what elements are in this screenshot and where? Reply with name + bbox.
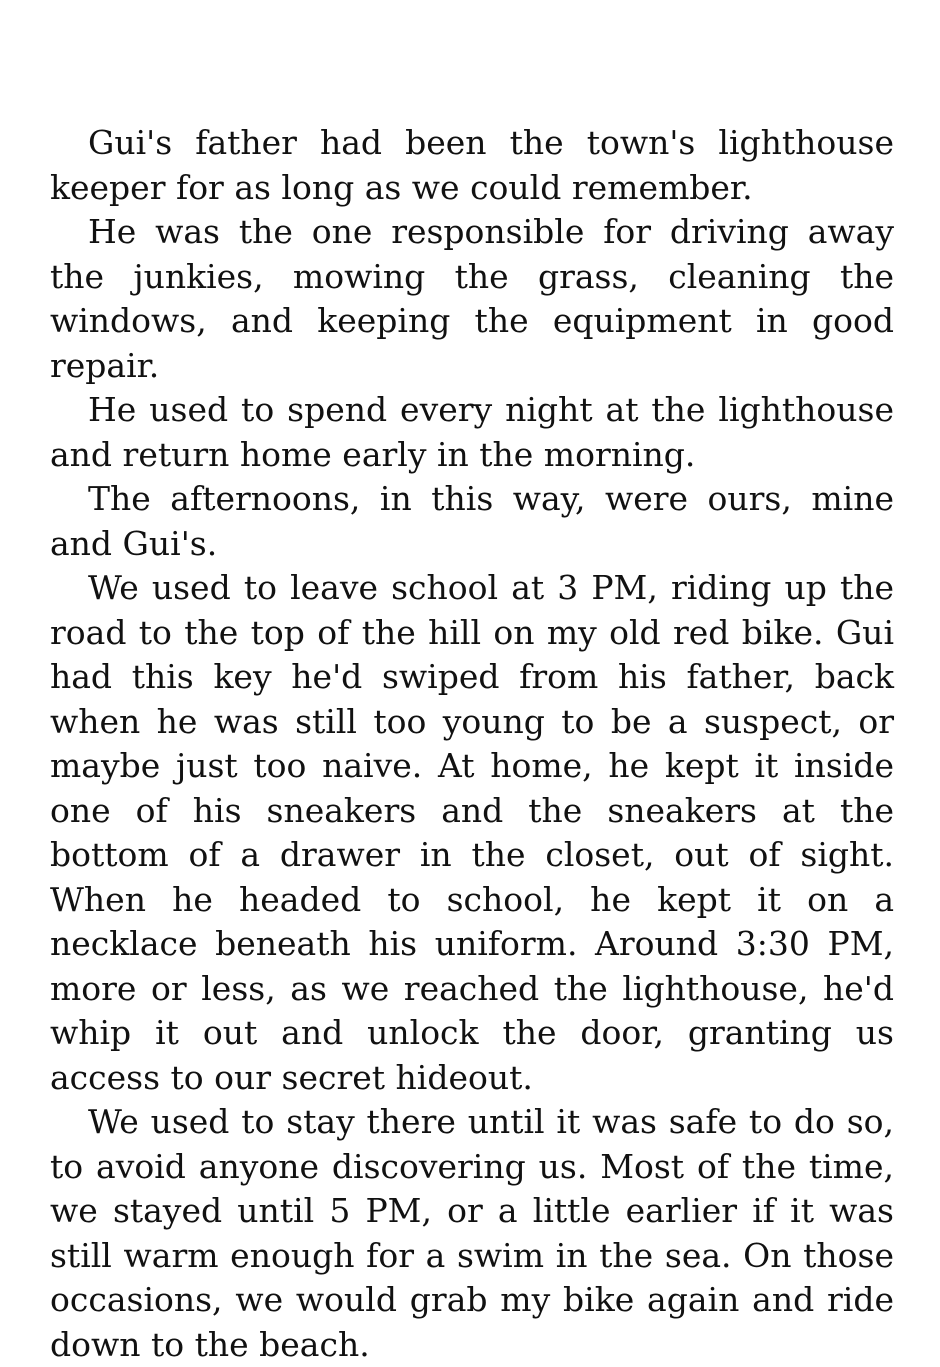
paragraph-4: The afternoons, in this way, were ours, mine and Gui's. — [50, 479, 894, 563]
paragraph-6: We used to stay there until it was safe to do so, to avoid anyone discovering us. Most of the time, we stayed until 5 PM, or a little earlier if it was still warm enough for a swim in the sea. On those occasions, we would grab my bike again and ride down to the beach. — [50, 1102, 894, 1364]
paragraph-2: He was the one responsible for driving away the junkies, mowing the grass, cleaning the windows, and keeping the equipment in good repair. — [50, 212, 894, 385]
book-page-text — [50, 121, 894, 1367]
paragraph-1: Gui's father had been the town's lighthouse keeper for as long as we could remember. — [50, 123, 894, 207]
paragraph-3: He used to spend every night at the lighthouse and return home early in the morning. — [50, 390, 894, 474]
paragraph-5: We used to leave school at 3 PM, riding up the road to the top of the hill on my old red bike. Gui had this key he'd swiped from his father, back when he was still too young to be a suspect, or maybe just too naive. At home, he kept it inside one of his sneakers and the sneakers at the bottom of a drawer in the closet, out of sight. When he headed to school, he kept it on a necklace beneath his uniform. Around 3:30 PM, more or less, as we reached the lighthouse, he'd whip it out and unlock the door, granting us access to our secret hideout. — [50, 568, 894, 1097]
